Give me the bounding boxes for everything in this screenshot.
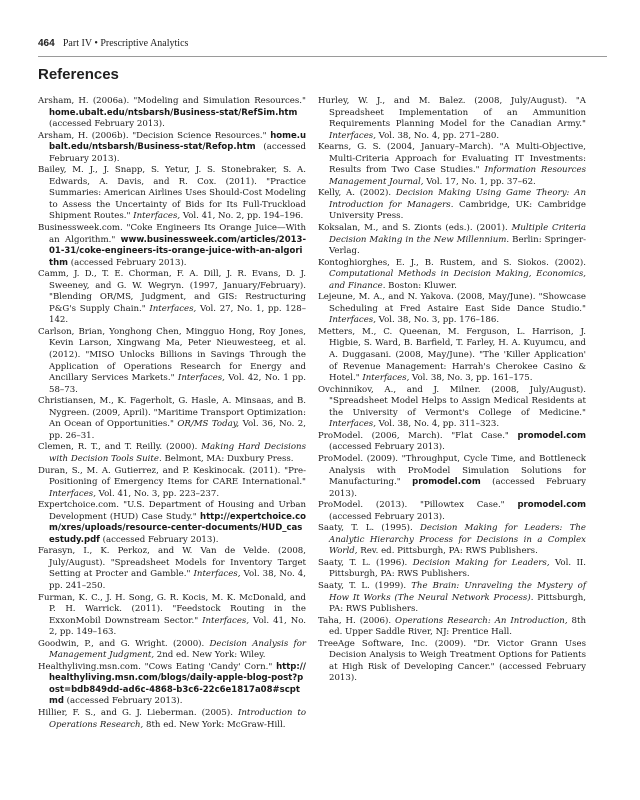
reference-entry — [38, 165, 306, 223]
reference-text: (accessed February 2013). — [329, 477, 586, 499]
reference-text: Arsham, H. (2006b). "Decision Science Resources." — [38, 130, 271, 141]
reference-source: Decision Making Using Game Theory: An Introduction for Managers. — [329, 188, 586, 210]
reference-url: promodel.com — [412, 477, 481, 488]
reference-text: Kearns, G. S. (2004, January–March). "A Multi-Objective, Multi-Criteria Approach for Evaluating IT Investments: Results from Two Case Studies." — [318, 142, 586, 176]
reference-entry — [318, 616, 586, 639]
reference-text: Vol. 41, No. 2, pp. 194–196. — [180, 211, 304, 222]
reference-text: ProModel. (2009). "Throughput, Cycle Time, and Bottleneck Analysis with ProModel Simulation Solutions for Manufacturing." — [318, 453, 586, 488]
reference-url: www.businessweek.com/articles/2013-01-31/coke-engineers-its-orange-juice-with-an-algorithm — [49, 234, 306, 268]
reference-entry — [38, 131, 306, 166]
reference-source: Making Hard Decisions with Decision Tools Suite. — [49, 442, 306, 464]
reference-text: Vol. 38, No. 3, pp. 176–186. — [375, 315, 500, 326]
reference-text: (accessed February 2013). — [63, 696, 183, 707]
reference-source: Interfaces, — [193, 569, 241, 580]
reference-entry — [318, 327, 586, 385]
reference-source: Interfaces, — [133, 211, 181, 222]
reference-text: (accessed February 2013). — [329, 511, 445, 522]
reference-text: 8th ed. New York: McGraw-Hill. — [143, 719, 286, 730]
reference-entry — [38, 223, 306, 269]
reference-source: Computational Methods in Decision Making, Economics, and Finance. — [329, 269, 586, 291]
reference-entry — [318, 142, 586, 188]
reference-text: Vol. 38, No. 4, pp. 311–323. — [375, 419, 500, 430]
reference-source: Operations Research: An Introduction, — [395, 615, 568, 626]
reference-url: promodel.com — [517, 430, 586, 441]
reference-text: Farasyn, I., K. Perkoz, and W. Van de Velde. (2008, July/August). "Spreadsheet Models for Inventory Target Setting at Procter and Gamble." — [38, 546, 306, 580]
reference-entry — [318, 523, 586, 558]
reference-text: Vol. 36, No. 2, pp. 26–31. — [49, 419, 307, 441]
reference-entry — [318, 454, 586, 500]
reference-source: Information Resources Management Journal, — [329, 165, 586, 187]
reference-text: 8th ed. Upper Saddle River, NJ: Prentice Hall. — [329, 615, 586, 638]
reference-entry — [318, 639, 586, 685]
reference-entry — [318, 223, 586, 258]
reference-source: Introduction to Operations Research, — [49, 707, 306, 730]
reference-source: Decision Analysis for Management Judgment, — [49, 638, 306, 661]
reference-text: ProModel. (2006, March). "Flat Case." — [318, 430, 518, 441]
section-title: References — [38, 66, 119, 83]
reference-text: Vol. II. Pittsburgh, PA: RWS Publishers. — [329, 557, 587, 580]
reference-text: Duran, S., M. A. Gutierrez, and P. Keskinocak. (2011). "Pre-Positioning of Emergency Items for CARE International." — [38, 465, 306, 488]
reference-source: Multiple Criteria Decision Making in the New Millennium. — [329, 223, 586, 245]
reference-text: Vol. 27, No. 1, pp. 128–142. — [49, 303, 306, 326]
reference-text: Vol. 38, No. 3, pp. 161–175. — [409, 373, 533, 384]
reference-source: Interfaces, — [329, 315, 376, 326]
right-column — [318, 96, 586, 685]
reference-source: The Brain: Unraveling the Mystery of How It Works (The Neural Network Process). — [329, 580, 586, 603]
reference-text: Boston: Kluwer. — [385, 280, 457, 291]
reference-text: Rev. ed. Pittsburgh, PA: RWS Publishers. — [357, 546, 538, 557]
reference-entry — [38, 466, 306, 501]
reference-text: Christiansen, M., K. Fagerholt, G. Hasle, A. Minsaas, and B. Nygreen. (2009, April). "Maritime Transport Optimization: An Ocean of Opportunities." — [38, 396, 306, 430]
reference-text: (accessed February 2013). — [99, 534, 219, 545]
reference-text: Vol. 41, No. 2, pp. 149–163. — [49, 615, 306, 638]
reference-text: Goodwin, P., and G. Wright. (2000). — [38, 638, 210, 649]
reference-url: promodel.com — [517, 500, 586, 511]
header-divider — [38, 56, 607, 57]
reference-text: (accessed February 2013). — [329, 442, 445, 453]
reference-entry — [38, 593, 306, 639]
reference-entry — [38, 639, 306, 662]
reference-text: (accessed February 2013). — [49, 119, 165, 130]
reference-text: Kontoghiorghes, E. J., B. Rustem, and S. Siokos. (2002). — [318, 257, 586, 268]
reference-text: Hillier, F. S., and G. J. Lieberman. (2005). — [38, 707, 238, 718]
reference-text: Vol. 41, No. 3, pp. 223–237. — [95, 488, 220, 499]
reference-text: Koksalan, M., and S. Zionts (eds.). (2001). — [318, 223, 512, 234]
reference-entry — [318, 431, 586, 454]
reference-text: Berlin: Springer-Verlag. — [329, 234, 586, 257]
reference-text: Cambridge, UK: Cambridge University Press. — [329, 199, 586, 222]
part-title: Part IV • Prescriptive Analytics — [62, 38, 189, 49]
reference-text: Vol. 38, No. 4, pp. 241–250. — [49, 569, 306, 591]
reference-text: TreeAge Software, Inc. (2009). "Dr. Victor Grann Uses Decision Analysis to Weigh Treatment Options for Patients at High Risk of Developing Cancer." (accessed February 2013). — [318, 638, 586, 684]
reference-entry — [38, 500, 306, 546]
reference-text: Healthyliving.msn.com. "Cows Eating 'Candy' Corn." — [38, 661, 277, 672]
reference-text: Vol. 42, No. 1 pp. 58–73. — [49, 373, 306, 395]
reference-entry — [318, 258, 586, 293]
reference-source: Decision Making for Leaders: The Analytic Hierarchy Process for Decisions in a Complex World, — [329, 523, 587, 557]
reference-text: Hurley, W. J., and M. Balez. (2008, July/August). "A Spreadsheet Implementation of an Ammunition Requirements Planning Model for the Canadian Army." — [318, 96, 586, 130]
page-number: 464 — [38, 38, 55, 49]
reference-text: Bailey, M. J., J. Snapp, S. Yetur, J. S. Stonebraker, S. A. Edwards, A. Davis, and R. Cox. (2011). "Practice Summaries: American Airlines Uses Should-Cost Modeling to Assess the Uncertainty of Bids for Its Full-Truckload Shipment Routes." — [38, 165, 306, 222]
reference-text: Carlson, Brian, Yonghong Chen, Mingguo Hong, Roy Jones, Kevin Larson, Xingwang Ma, Peter Nieuwesteeg, et al. (2012). "MISO Unlocks Billions in Savings Through the Application of Operations Research for Energy and Ancillary Services Markets." — [38, 326, 306, 384]
reference-text: Camm, J. D., T. E. Chorman, F. A. Dill, J. R. Evans, D. J. Sweeney, and G. W. Wegryn. (1997, January/February). "Blending OR/MS, Judgment, and GIS: Restructuring P&G's Supply Chain." — [38, 269, 306, 314]
left-column — [38, 96, 306, 731]
reference-text: (accessed February 2013). — [67, 257, 187, 268]
reference-source: Interfaces, — [362, 373, 410, 384]
reference-text: Businessweek.com. "Coke Engineers Its Orange Juice—With an Algorithm." — [38, 223, 306, 245]
reference-source: Interfaces, — [329, 130, 376, 141]
reference-entry — [38, 662, 306, 708]
reference-text: Arsham, H. (2006a). "Modeling and Simulation Resources." — [38, 96, 306, 106]
reference-entry — [318, 188, 586, 223]
running-header — [38, 38, 188, 49]
reference-text: ProModel. (2013). "Pillowtex Case." — [318, 500, 518, 511]
reference-text: Furman, K. C., J. H. Song, G. R. Kocis, M. K. McDonald, and P. H. Warrick. (2011). "Feedstock Routing in the ExxonMobil Downstream Sector." — [38, 592, 306, 626]
reference-text: Vol. 17, No. 1, pp. 37–62. — [423, 176, 536, 187]
reference-text: Pittsburgh, PA: RWS Publishers. — [329, 592, 586, 615]
reference-entry — [318, 96, 586, 142]
reference-text: Vol. 38, No. 4, pp. 271–280. — [375, 130, 500, 141]
reference-source: Decision Making for Leaders, — [412, 557, 550, 568]
reference-entry — [38, 708, 306, 731]
reference-entry — [318, 500, 586, 523]
reference-entry — [38, 396, 306, 442]
reference-text: Expertchoice.com. "U.S. Department of Housing and Urban Development (HUD) Case Study." — [38, 500, 306, 522]
reference-text: Taha, H. (2006). — [318, 615, 396, 626]
reference-entry — [38, 327, 306, 396]
reference-text: Saaty, T. L. (1995). — [318, 523, 420, 534]
reference-entry — [318, 292, 586, 327]
reference-source: Interfaces, — [49, 488, 96, 499]
reference-text: Lejeune, M. A., and N. Yakova. (2008, May/June). "Showcase Scheduling at Fred Astaire East Side Dance Studio." — [318, 292, 586, 314]
reference-source: Interfaces, — [149, 303, 197, 314]
reference-text: Saaty, T. L. (1999). — [318, 580, 412, 591]
reference-text: Ovchinnikov, A., and J. Milner. (2008, July/August). "Spreadsheet Model Helps to Assign Medical Residents at the University of Vermont's College of Medicine." — [318, 384, 586, 418]
reference-source: Interfaces, — [177, 373, 225, 384]
reference-source: Interfaces, — [202, 615, 250, 626]
reference-text: (accessed February 2013). — [49, 142, 306, 164]
reference-entry — [38, 96, 306, 131]
reference-entry — [318, 385, 586, 431]
reference-entry — [38, 442, 306, 465]
reference-url: http://healthyliving.msn.com/blogs/daily-apple-blog-post?post=bdb849dd-ad6c-4868-b3c6-22c6e1817a08#scptmd — [49, 661, 306, 707]
reference-source: Interfaces, — [329, 419, 376, 430]
reference-entry — [38, 269, 306, 327]
reference-text: Kelly, A. (2002). — [318, 188, 396, 199]
reference-entry — [38, 546, 306, 592]
reference-source: OR/MS Today, — [177, 419, 240, 430]
reference-entry — [318, 558, 586, 581]
reference-text: Metters, M., C. Queenan, M. Ferguson, L. Harrison, J. Higbie, S. Ward, B. Barfield, T. Farley, H. A. Kuyumcu, and A. Duggasani. (2008, May/June). "The 'Killer Application' of Revenue Management: Harrah's Cherokee Casino & Hotel." — [318, 326, 586, 384]
reference-text: 2nd ed. New York: Wiley. — [154, 650, 266, 661]
reference-url: home.ubalt.edu/ntsbarsh/Business-stat/Refop.htm — [49, 130, 306, 153]
reference-entry — [318, 581, 586, 616]
reference-url: http://expertchoice.com/xres/uploads/resource-center-documents/HUD_casestudy.pdf — [49, 511, 306, 545]
reference-url: home.ubalt.edu/ntsbarsh/Business-stat/RefSim.htm — [49, 107, 298, 118]
reference-text: Clemen, R. T., and T. Reilly. (2000). — [38, 442, 202, 453]
reference-text: Saaty, T. L. (1996). — [318, 557, 413, 568]
reference-text: Belmont, MA: Duxbury Press. — [161, 453, 294, 464]
